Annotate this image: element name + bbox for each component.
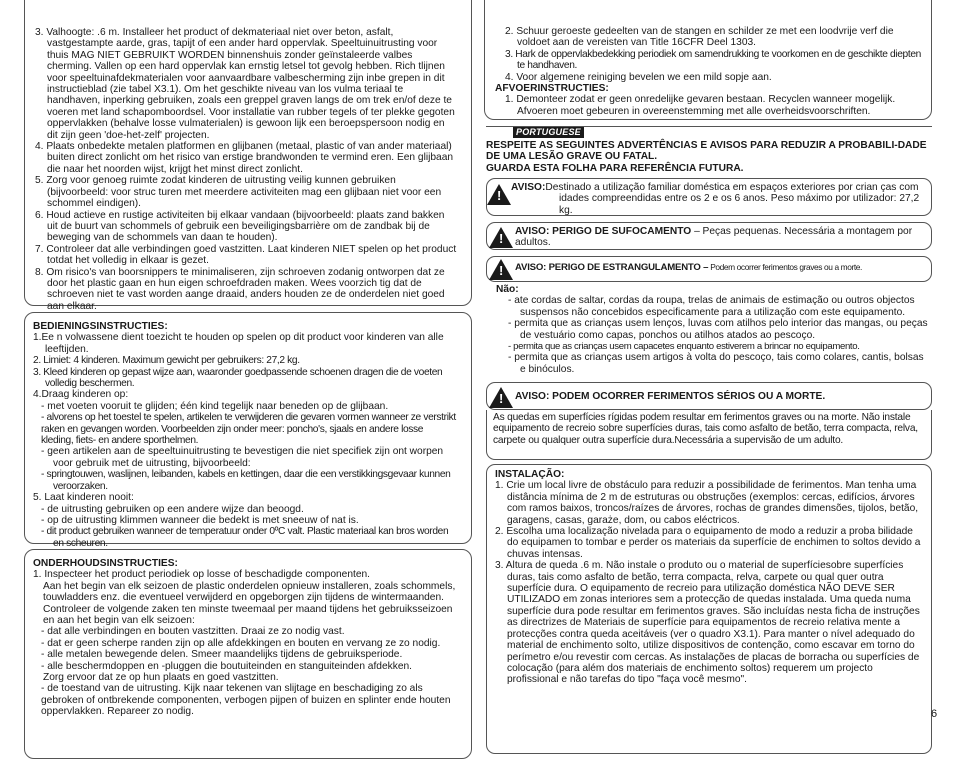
op-item-1: 1.Ee n volwassene dient toezicht te houden op spelen op dit product voor kinderen van alle leeftijden.	[33, 332, 444, 355]
op-item-3: 3. Kleed kinderen op gepast wijze aan, waaronder goedpassende schoenen dragen die de voeten volledig beschermen.	[33, 366, 443, 390]
maint-dash-2: - dat er geen scherpe randen zijn op alle afdekkingen en bouten en vervang ze zo nodig.	[41, 637, 441, 649]
maintenance-instructions-box	[24, 549, 472, 759]
op-item-4c: - geen artikelen aan de speeltuinuitrusting te bevestigen die niet specifiek zijn ont worpen voor gebruik met de uitrusting, bijvoorbeeld:	[41, 446, 444, 469]
op-item-2: 2. Limiet: 4 kinderen. Maximum gewicht per gebruikers: 27,2 kg.	[33, 355, 300, 367]
item-3: 3. Valhoogte: .6 m. Installeer het product of dekmateriaal niet over beton, asfalt, vastgestampte aarde, gras, tapijt of een ander hard oppervlak. Speeltuinuitrusting voor thuis MAG NIET GEBRUIKT WORDEN binnenshuis zonder geïnstaleerde valbes cherming. Vallen op een hard oppervlak kan ernstig letsel tot gevolg hebben. Rich tlijnen voor speeltuinafdekmaterialen voor aanvaardbare valbescherming zijn inbe grepen in dit instructieblad (zie tabel X3.1). Om het geschikte niveau van los vulma teriaal te handhaven, inperking gebruiken, zoals een greppel graven langs de om trek en/of deze te voeren met land schapomboordsel. Voor installatie van rubber tegels of ter plekke gegoten oppervlakken (behalve losse vulmaterialen) is gewoon lijk een beroepspersoon nodig en dit zijn geen 'doe-het-zelf' projecten.	[35, 27, 455, 141]
warning-label-serious: AVISO: PODEM OCORRER FERIMENTOS SÉRIOS OU A MORTE.	[515, 391, 826, 402]
op-item-4d: - springtouwen, waslijnen, leibanden, kabels en kettingen, daar die een verstikkingsgevaar kunnen veroorzaken.	[41, 469, 451, 492]
item-4: 4. Plaats onbedekte metalen platformen en glijbanen (metaal, plastic of van ander materiaal) buiten direct zonlicht om het risico van erstige brandwonden te vermind eren. Een glijbaan die naar het noorden wijst, krijgt het minst direct zonlicht.	[35, 141, 454, 175]
do-not-heading: Não:	[496, 284, 519, 295]
maint-item-4: 4. Voor algemene reiniging bevelen we een mild sopje aan.	[505, 71, 772, 83]
maint-item-1: 1. Inspecteer het product periodiek op losse of beschadigde componenten.	[33, 569, 370, 581]
do-not-item: - ate cordas de saltar, cordas da roupa, trelas de animais de estimação ou outros objectos suspensos não concebidos especificamente para a utilização com este equipamento.	[508, 295, 915, 318]
installation-heading: INSTALAÇÃO:	[495, 469, 565, 480]
op-item-4: 4.Draag kinderen op:	[33, 389, 129, 401]
install-item-3: 3. Altura de queda .6 m. Não instale o produto ou o material de superfíciesobre superfícies duras, tais como asfalto de betão, terra compacta, relva, carpete ou qual quer outra superfície dura. O equipamento de recreio para utilização doméstica NÃO DEVE SER UTILIZADO em zonas interiores sem a protecção de quedas instalada. Uma queda numa superfície dura pode resultar em ferimentos graves. São incluídas nesta ficha de instruções as directrizes de Materiais de superfície para equipamentos de recreio relativa mente a protecções contra queda aceitáveis (ver o quadro X3.1). Para manter o nível adequado do material de enchimento solto, utilize dispositivos de contenção, como escavar em torno do perímetro e/ou revestir com cercas. As instalações de placas de borracha ou superfícies de colocação (para além dos materiais de enchimento soltos) requerem um projecto profissional e não tarefas do tipo "faça você mesmo".	[495, 560, 920, 686]
language-tag: PORTUGUESE	[513, 127, 584, 138]
warning-label-choking: AVISO: PERIGO DE SUFOCAMENTO	[515, 226, 692, 237]
maintenance-continued-box	[484, 0, 932, 120]
op-item-5c: - dit product gebruiken wanneer de temperatuur onder 0ºC valt. Plastic materiaal kan bros worden en scheuren.	[41, 526, 449, 549]
operating-instructions-box	[24, 312, 472, 549]
do-not-list	[496, 284, 928, 375]
intro-keep-sheet: GUARDA ESTA FOLHA PARA REFERÊNCIA FUTURA.	[486, 162, 744, 174]
maint-dash-5: - de toestand van de uitrusting. Kijk naar tekenen van slijtage en beschadiging zo als gebroken of ontbrekende componenten, verbogen pijpen of buizen en splinter ende houten oppervlakken. Repareer zo nodig.	[41, 683, 451, 718]
portuguese-intro	[486, 140, 932, 174]
warning-triangle-icon: !	[487, 184, 511, 205]
item-8: 8. Om risico's van boorsnippers te minimaliseren, zijn schroeven zodanig ontworpen dat ze door het plastic gaan en hun eigen schroefdraden maken. Wees voorzich tig dat de schroeven niet te vast worden aange draaid, anders houden ze de onderdelen niet goed aan elkaar.	[35, 266, 445, 312]
warning-triangle-icon: !	[489, 259, 513, 280]
installation-continued-box	[24, 0, 472, 312]
operating-heading: BEDIENINGSINSTRUCTIES:	[33, 321, 168, 332]
maint-dash-3: - alle metalen bewegende delen. Smeer maandelijks tijdens de gebruiksperiode.	[41, 649, 403, 661]
maint-intro: Aan het begin van elk seizoen de plastic onderdelen opnieuw installeren, zoals schommels, touwladders enz. die eventueel verwijderd en opgeborgen zijn tijdens de wintermaanden. Controleer de volgende zaken ten minste tweemaal per maand tijdens het gebruiksseizoen en aan het begin van elk seizoen:	[43, 580, 456, 627]
maint-item-3: 3. Hark de oppervlakbedekking periodiek om samendrukking te voorkomen en de geschikte diepten te handhaven.	[505, 48, 921, 72]
warning-text-age: Destinado a utilização familiar doméstica em espaços exteriores por crian ças com idades compreendidas entre os 2 e os 6 anos. Peso máximo por utilizador: 27,2 kg.	[545, 182, 920, 216]
page-number: 6	[931, 708, 938, 720]
item-7: 7. Controleer dat alle verbindingen goed vastzitten. Laat kinderen NIET spelen op het product totdat het volledig in elkaar is gezet.	[35, 243, 457, 267]
warning-box-serious-injury	[486, 382, 932, 410]
maint-dash-1: - dat alle verbindingen en bouten vastzitten. Draai ze zo nodig vast.	[41, 626, 345, 638]
op-item-5a: - de uitrusting gebruiken op een andere wijze dan beoogd.	[41, 503, 304, 515]
maintenance-heading: ONDERHOUDSINSTRUCTIES:	[33, 558, 178, 569]
install-item-2: 2. Escolha uma localização nivelada para o equipamento de modo a reduzir a proba bilidade do equipamen to tombar e perder os materiais da superfície de enchimen to soltos devido a chuvas intensas.	[495, 526, 921, 560]
surface-warning-text: As quedas em superfícies rígidas podem resultar em ferimentos graves ou na morte. Não instale equipamento de recreio sobre superfícies duras, tais como asfalto de betão, terra compacta, relva, carpete ou qualquer outra superfície dura.Necessária a supervisão de um adulto.	[493, 412, 918, 446]
intro-warning: RESPEITE AS SEGUINTES ADVERTÊNCIAS E AVISOS PARA REDUZIR A PROBABILI-DADE DE UMA LESÃO GRAVE OU FATAL.	[486, 140, 927, 163]
disposal-item-1: 1. Demonteer zodat er geen onredelijke gevaren bestaan. Recyclen wanneer mogelijk. Afvoeren moet gebeuren in overeenstemming met alle overheidsvoorschriften.	[505, 94, 896, 117]
maint-item-2: 2. Schuur geroeste gedeelten van de stangen en schilder ze met een loodvrije verf die voldoet aan de vereisten van Title 16CFR Deel 1303.	[505, 26, 894, 49]
warning-label: AVISO:	[511, 182, 546, 193]
do-not-item: - permita que as crianças usem artigos à volta do pescoço, tais como colares, cantis, bolsas e binóculos.	[508, 352, 924, 375]
warning-text-strangulation: Podem ocorrer ferimentos graves ou a morte.	[708, 262, 862, 272]
op-item-4b: - alvorens op het toestel te spelen, artikelen te verwijderen die gevaren vormen wanneer ze verstrikt raken en gevangen worden. Voorbeelden zijn onder meer: poncho's, sjaals en andere losse kleding, fiets- en andere sporthelmen.	[41, 412, 456, 447]
installation-box	[486, 464, 932, 754]
warning-box-age	[486, 178, 932, 216]
item-6: 6. Houd actieve en rustige activiteiten bij elkaar vandaan (bijvoorbeeld: plaats zand bakken uit de buurt van schommels of gebruik een beveiligingsbarrière om de zandbak bij de beweging van de schommels van daan te houden).	[35, 209, 445, 244]
install-item-1: 1. Crie um local livre de obstáculo para reduzir a possibilidade de ferimentos. Man tenha uma distância mínima de 2 m de estruturas ou obstruções (exemplos: cercas, edifícios, árvores com ramos baixos, troncos/raízes de árvores, rochas de grandes dimensões, tijolos, betão, garagens, casas, garaże, dom, ou cabos eléctricos.	[495, 480, 919, 526]
disposal-heading: AFVOERINSTRUCTIES:	[495, 83, 609, 95]
warning-text-choking: – Peças pequenas. Necessária a montagem por adultos.	[515, 226, 913, 249]
item-5: 5. Zorg voor genoeg ruimte zodat kinderen de uitrusting veilig kunnen gebruiken (bijvoorbeeld: voor struc turen met meerdere activiteiten mag een glijbaan niet voor een schommel eindigen).	[35, 175, 442, 210]
maint-dash-4: - alle beschermdoppen en -pluggen die boutuiteinden en stanguiteinden afdekken.	[41, 660, 412, 672]
warning-triangle-icon: !	[489, 387, 513, 408]
do-not-item: - permita que as crianças usem capacetes enquanto estiverem a brincar no equipamento.	[508, 341, 860, 353]
do-not-item: - permita que as crianças usem lenços, luvas com atilhos pelo interior das mangas, ou peças de vestuário como capas, ponchos ou atilhos atados ao pescoço.	[508, 318, 928, 341]
op-item-5b: - op de uitrusting klimmen wanneer die bedekt is met sneeuw of nat is.	[41, 514, 359, 526]
warning-box-strangulation	[486, 256, 932, 282]
surface-warning-box	[486, 410, 932, 460]
warning-triangle-icon: !	[489, 227, 513, 248]
op-item-4a: - met voeten vooruit te glijden; één kind tegelijk naar beneden op de glijbaan.	[41, 400, 389, 412]
warning-box-choking	[486, 222, 932, 250]
maint-dash-4b: Zorg ervoor dat ze op hun plaats en goed vastzitten.	[43, 672, 279, 684]
warning-label-strangulation: AVISO: PERIGO DE ESTRANGULAMENTO –	[515, 262, 709, 273]
op-item-5: 5. Laat kinderen nooit:	[33, 492, 134, 504]
